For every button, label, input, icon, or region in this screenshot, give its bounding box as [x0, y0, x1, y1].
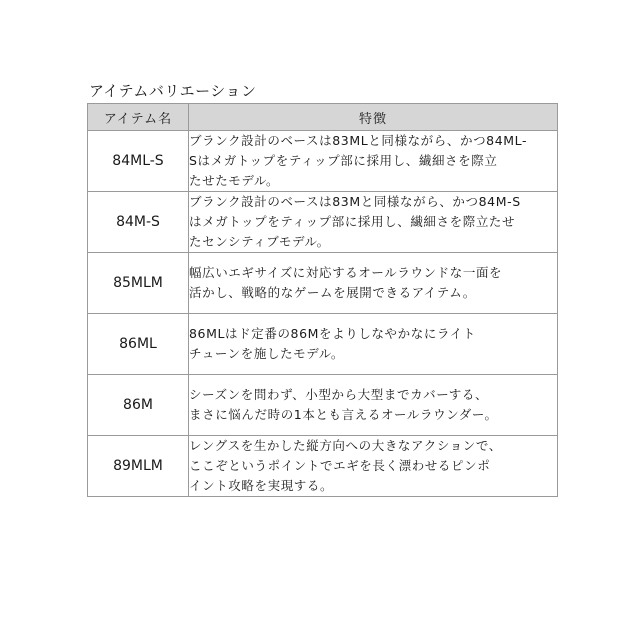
table-row [88, 131, 558, 192]
feature-line: はメガトップをティップ部に採用し、繊細さを際立たせ [189, 214, 516, 229]
table-row [88, 253, 558, 314]
feature-line: ブランク設計のベースは83MLと同様ながら、かつ84ML- [189, 133, 528, 148]
item-feature [189, 314, 558, 375]
item-feature [189, 192, 558, 253]
item-name: 84M-S [88, 192, 189, 253]
table-row [88, 436, 558, 497]
item-feature [189, 375, 558, 436]
feature-line: Sはメガトップをティップ部に採用し、繊細さを際立 [189, 153, 498, 168]
item-name: 86M [88, 375, 189, 436]
item-name: 89MLM [88, 436, 189, 497]
item-feature [189, 436, 558, 497]
section-title: アイテムバリエーション [89, 82, 257, 100]
table-row [88, 192, 558, 253]
feature-line: まさに悩んだ時の1本とも言えるオールラウンダー。 [189, 407, 498, 422]
feature-line: ブランク設計のベースは83Mと同様ながら、かつ84M-S [189, 194, 521, 209]
item-feature [189, 253, 558, 314]
feature-line: レングスを生かした縦方向への大きなアクションで、 [189, 438, 502, 453]
item-variation-table [87, 103, 558, 497]
feature-line: ここぞというポイントでエギを長く漂わせるピンポ [189, 458, 491, 473]
feature-line: 86MLはド定番の86Mをよりしなやかなにライト [189, 326, 476, 341]
item-feature [189, 131, 558, 192]
feature-line: チューンを施したモデル。 [189, 346, 344, 361]
header-item-name: アイテム名 [88, 104, 189, 131]
item-name: 86ML [88, 314, 189, 375]
table-row [88, 375, 558, 436]
feature-line: 活かし、戦略的なゲームを展開できるアイテム。 [189, 285, 476, 300]
feature-line: イント攻略を実現する。 [189, 478, 334, 493]
feature-line: 幅広いエギサイズに対応するオールラウンドな一面を [189, 265, 503, 280]
table-row [88, 314, 558, 375]
item-name: 84ML-S [88, 131, 189, 192]
feature-line: たせたモデル。 [189, 173, 280, 188]
table-header-row [88, 104, 558, 131]
header-feature: 特徴 [189, 104, 558, 131]
feature-line: たセンシティブモデル。 [189, 234, 330, 249]
item-name: 85MLM [88, 253, 189, 314]
feature-line: シーズンを問わず、小型から大型までカバーする、 [189, 387, 489, 402]
